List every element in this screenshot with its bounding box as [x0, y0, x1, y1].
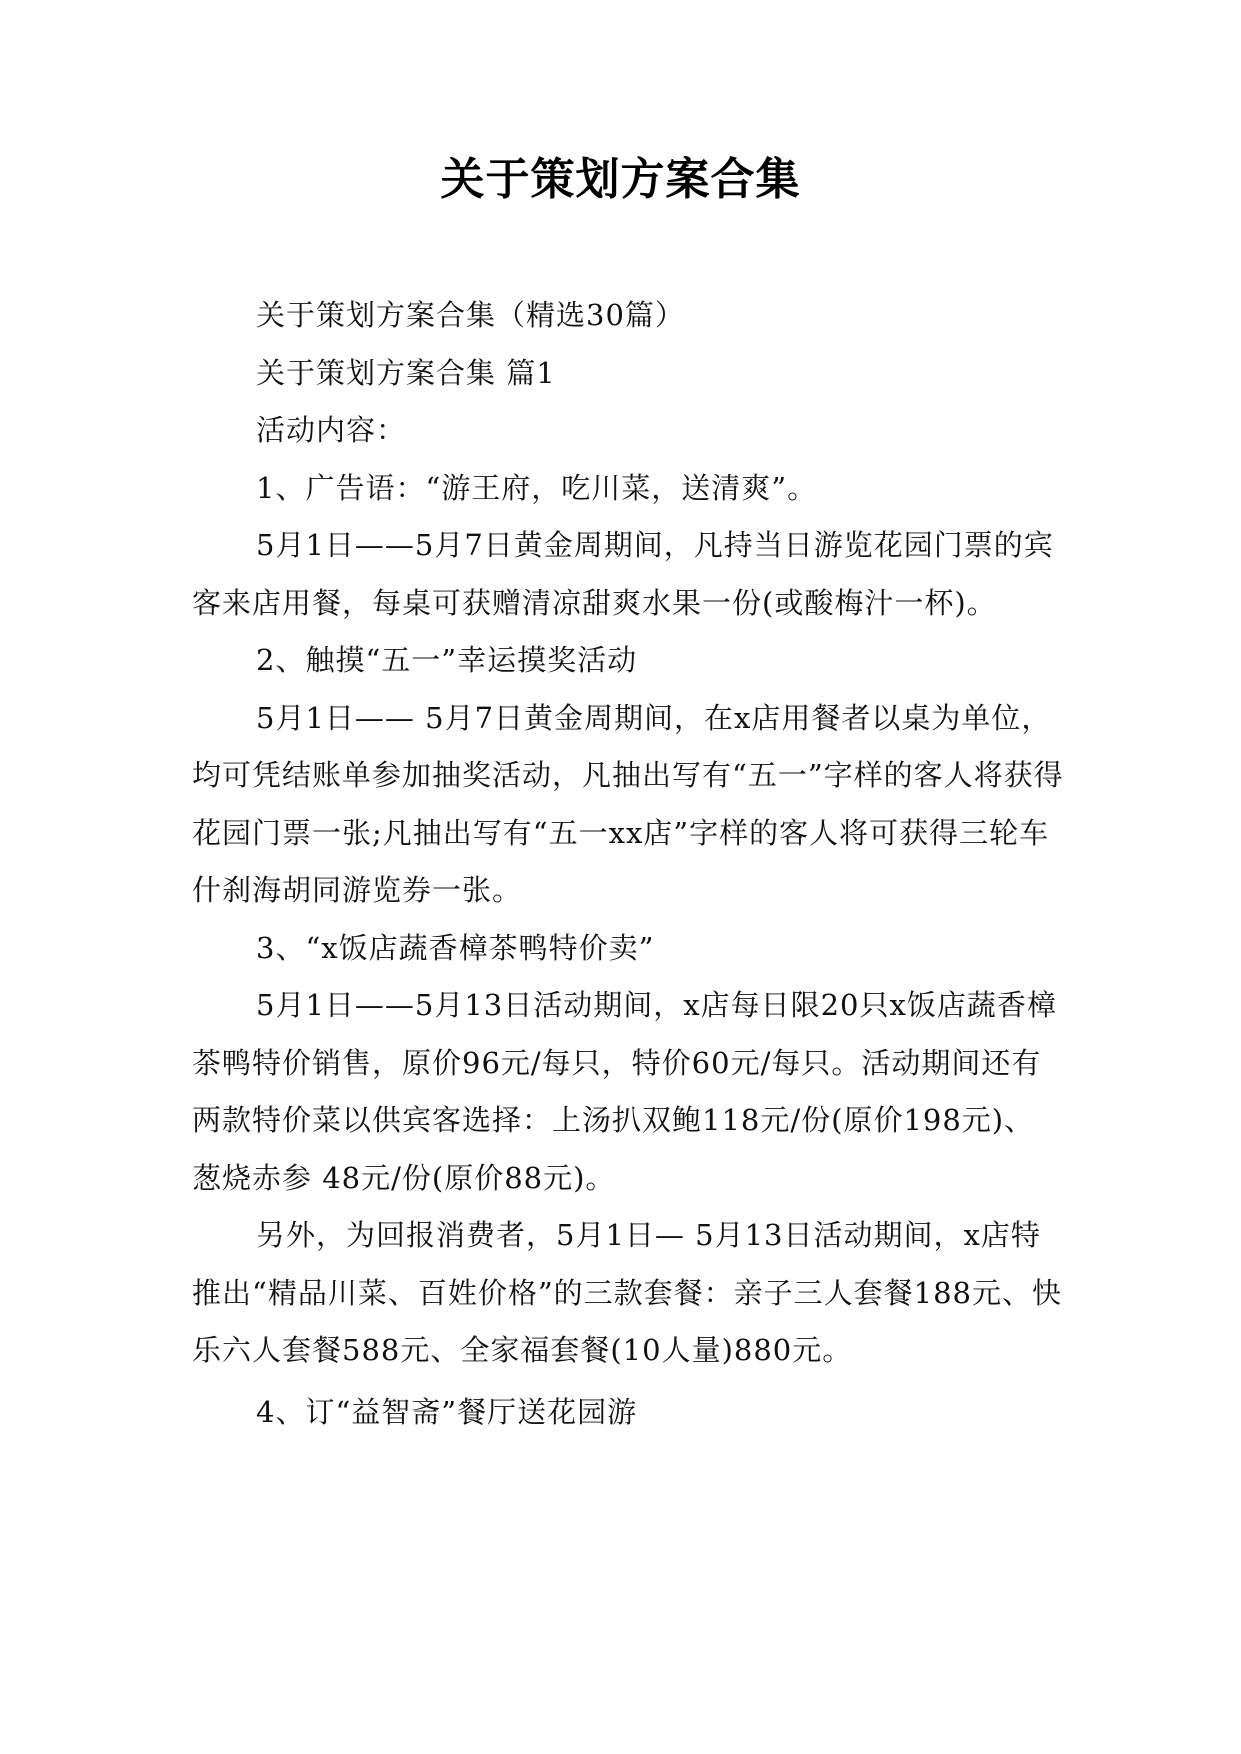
document-body: [192, 287, 1064, 1441]
paragraph-item-1-body: 5月1日——5月7日黄金周期间，凡持当日游览花园门票的宾客来店用餐，每桌可获赠清凉甜爽水果一份(或酸梅汁一杯)。: [192, 528, 1054, 620]
paragraph-item-1-heading: 1、广告语：“游王府，吃川菜，送清爽”。: [256, 470, 818, 505]
document-title: 关于策划方案合集: [440, 154, 801, 205]
paragraph-item-3-extra: 另外，为回报消费者，5月1日— 5月13日活动期间，x店特推出“精品川菜、百姓价格”的三款套餐：亲子三人套餐188元、快乐六人套餐588元、全家福套餐(10人量)880元。: [192, 1218, 1063, 1367]
paragraph-item-2-body: 5月1日—— 5月7日黄金周期间，在x店用餐者以桌为单位，均可凭结账单参加抽奖活动，凡抽出写有“五一”字样的客人将获得花园门票一张;凡抽出写有“五一xx店”字样的客人将可获得三轮车什刹海胡同游览券一张。: [192, 700, 1064, 907]
paragraph-subtitle: 关于策划方案合集（精选30篇）: [256, 298, 685, 332]
paragraph-item-3-body: 5月1日——5月13日活动期间，x店每日限20只x饭店蔬香樟茶鸭特价销售，原价96元/每只，特价60元/每只。活动期间还有两款特价菜以供宾客选择：上汤扒双鲍118元/份(原价198元)、葱烧赤参 48元/份(原价88元)。: [192, 988, 1057, 1195]
paragraph-section-heading: 关于策划方案合集 篇1: [256, 355, 556, 390]
paragraph-item-4-heading: 4、订“益智斋”餐厅送花园游: [256, 1394, 638, 1429]
paragraph-activity-content-label: 活动内容：: [256, 413, 407, 447]
paragraph-item-2-heading: 2、触摸“五一”幸运摸奖活动: [256, 643, 638, 677]
paragraph-item-3-heading: 3、“x饭店蔬香樟茶鸭特价卖”: [256, 930, 655, 965]
